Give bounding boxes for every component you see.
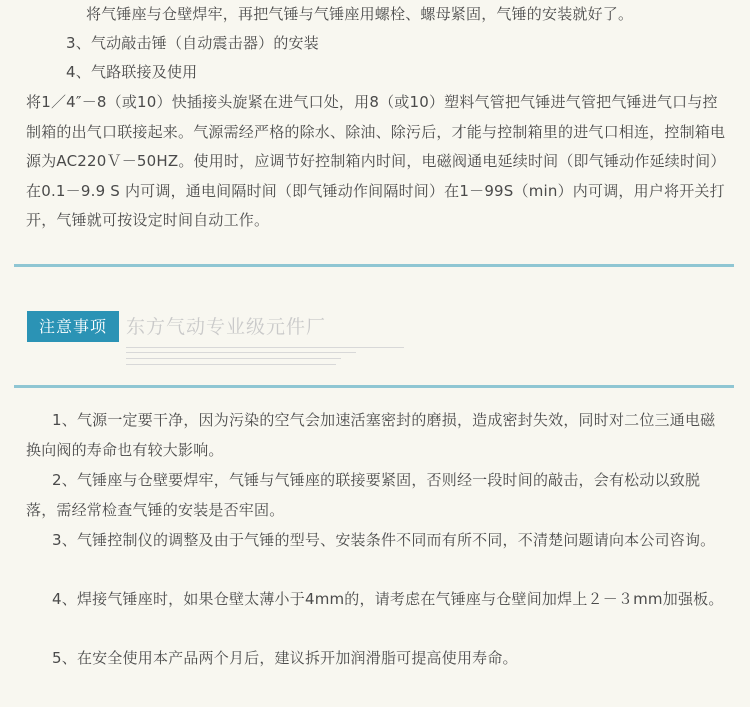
notice-item-4: 4、焊接气锤座时，如果仓壁太薄小于4mm的，请考虑在气锤座与仓壁间加焊上２－３mm加强板。 — [52, 590, 724, 608]
decorative-fine-line — [126, 347, 404, 348]
notice-item-1: 1、气源一定要干净，因为污染的空气会加速活塞密封的磨损，造成密封失效，同时对二位三通电磁换向阀的寿命也有较大影响。 — [26, 411, 716, 459]
notice-subtitle: 东方气动专业级元件厂 — [126, 316, 327, 338]
notice-item-2: 2、气锤座与仓壁要焊牢，气锤与气锤座的联接要紧固，否则经一段时间的敲击，会有松动以致脱落，需经常检查气锤的安装是否牢固。 — [26, 471, 701, 519]
notice-item-5: 5、在安全使用本产品两个月后，建议拆开加润滑脂可提高使用寿命。 — [52, 649, 518, 667]
install-line-continued: 将气锤座与仓壁焊牢，再把气锤与气锤座用螺栓、螺母紧固，气锤的安装就好了。 — [86, 5, 634, 23]
install-item-3: 3、气动敲击锤（自动震击器）的安装 — [66, 34, 319, 52]
decorative-fine-line — [126, 358, 341, 359]
decorative-fine-line — [126, 364, 336, 365]
decorative-fine-line — [126, 352, 356, 353]
section-divider-bottom — [14, 385, 734, 388]
section-divider-top — [14, 264, 734, 267]
install-paragraph: 将1／4″－8（或10）快插接头旋紧在进气口处，用8（或10）塑料气管把气锤进气管把气锤进气口与控制箱的出气口联接起来。气源需经严格的除水、除油、除污后，才能与控制箱里的进气口相连，控制箱电源为AC220Ｖ－50HZ。使用时，应调节好控制箱内时间，电磁阀通电延续时间（即气锤动作延续时间）在0.1－9.9 S 内可调，通电间隔时间（即气锤动作间隔时间）在1－99S（min）内可调，用户将开关打开，气锤就可按设定时间自动工作。 — [26, 93, 726, 229]
install-item-4: 4、气路联接及使用 — [66, 63, 198, 81]
notice-title-badge: 注意事项 — [27, 311, 119, 342]
notice-item-3: 3、气锤控制仪的调整及由于气锤的型号、安装条件不同而有所不同，不清楚问题请向本公司咨询。 — [52, 531, 716, 549]
